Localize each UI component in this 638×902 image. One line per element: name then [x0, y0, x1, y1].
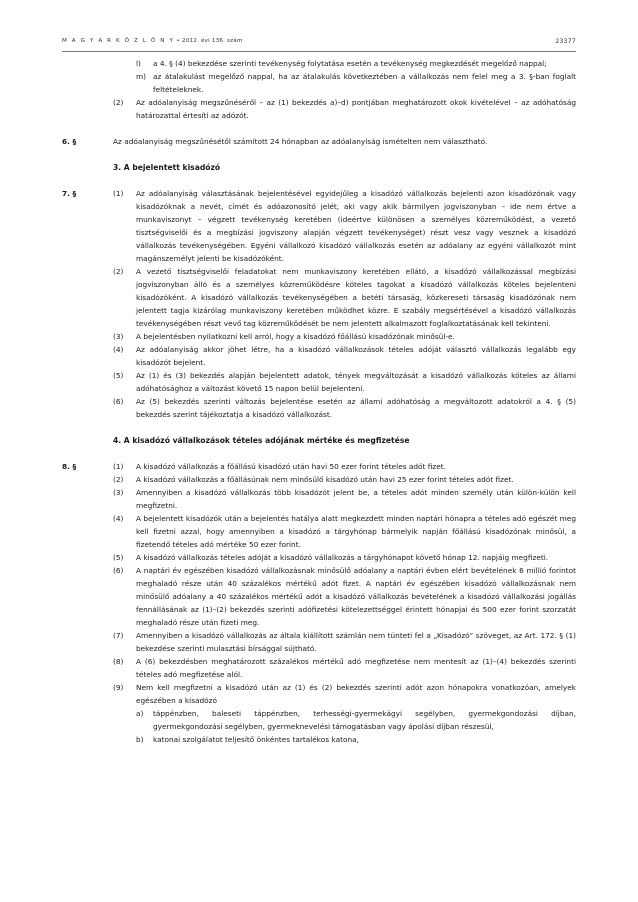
paragraph-text: A kisadózó vállalkozás a főállásúnak nem minősülő kisadózó után havi 25 ezer forint tételes adót fizet.	[136, 475, 514, 484]
paragraph-text: A (6) bekezdésben meghatározott százalékos mértékű adó megfizetése nem mentesít az (1)–(4) bekezdés szerinti tételes adó megfizetése alól.	[136, 657, 576, 679]
list-item	[136, 733, 576, 746]
paragraph-text: Az (5) bekezdés szerinti változás bejelentése esetén az állami adóhatóság a megváltozott adatokról a 4. § (5) bekezdés szerint tájékoztatja a kisadózó vállalkozást.	[136, 397, 576, 419]
header-bullet: •	[176, 38, 180, 44]
header-journal-info	[62, 38, 243, 44]
section-8-items	[136, 707, 576, 746]
section-5-paragraph-2	[113, 96, 576, 122]
paragraph	[113, 343, 576, 369]
paragraph-number: (3)	[113, 332, 124, 341]
paragraph	[113, 564, 576, 629]
document-body	[62, 57, 576, 746]
paragraph-number: (5)	[113, 371, 124, 380]
journal-name: M A G Y A R K Ö Z L Ö N Y	[62, 38, 175, 44]
paragraph-number: (4)	[113, 345, 124, 354]
section-6	[62, 135, 576, 148]
list-item	[136, 707, 576, 733]
paragraph-number: (2)	[113, 475, 124, 484]
header-divider	[62, 51, 576, 52]
paragraph-text: Az adóalanyiság akkor jöhet létre, ha a kisadózó vállalkozások tételes adóját választó vállalkozás legalább egy kisadózót bejelent.	[136, 345, 576, 367]
paragraph	[113, 395, 576, 421]
section-5-continued-items	[136, 57, 576, 96]
paragraph	[113, 655, 576, 681]
paragraph	[113, 330, 576, 343]
paragraph-number: (2)	[113, 267, 124, 276]
item-label: m)	[136, 72, 147, 81]
list-item	[136, 70, 576, 96]
paragraph-number: (2)	[113, 98, 124, 107]
section-text: Az adóalanyiság megszűnésétől számított 24 hónapban az adóalanyiság ismételten nem választható.	[113, 137, 488, 146]
paragraph-text: Nem kell megfizetni a kisadózó után az (1) és (2) bekezdés szerinti adót azon hónapokra vonatkozóan, amelyek egészében a kisadózó	[136, 683, 576, 705]
paragraph-text: Az adóalanyiság választásának bejelentésével egyidejűleg a kisadózó vállalkozás bejelenti azon kisadózónak vagy kisadózóknak a nevét, címét és adóazonosító jelét, aki vagy akik bármilyen jogviszonyban – ide nem értve a munkaviszonyt – végzett tevékenység keretében (ideértve különösen a személyes közreműködést, a vezető tisztségviselői és a megbízási jogviszony alapján végzett tevékenységet) részt vesz vagy vesznek a kisadózó vállalkozás tevékenységében. Egyéni vállalkozó kisadózó vállalkozás esetén az adóalany az egyéni vállalkozót mint magánszemélyt jelenti be kisadózóként.	[136, 189, 576, 263]
item-text: az átalakulást megelőző nappal, ha az átalakulás következtében a vállalkozás nem felel meg a 3. §-ban foglalt feltételeknek.	[153, 72, 576, 94]
paragraph	[113, 512, 576, 551]
paragraph-number: (6)	[113, 566, 124, 575]
issue-label: 2012. évi 136. szám	[181, 38, 243, 44]
paragraph-text: Az adóalanyiság megszűnéséről – az (1) bekezdés a)–d) pontjában meghatározott okok kivételével – az adóhatóság határozattal értesíti az adózót.	[136, 98, 576, 120]
paragraph	[113, 187, 576, 265]
paragraph-number: (1)	[113, 462, 124, 471]
item-label: l)	[136, 59, 141, 68]
section-7	[62, 187, 576, 421]
paragraph	[113, 681, 576, 707]
paragraph-number: (7)	[113, 631, 124, 640]
item-label: a)	[136, 709, 144, 718]
paragraph-text: Amennyiben a kisadózó vállalkozás az általa kiállított számlán nem tünteti fel a „Kisadózó” szöveget, az Art. 172. § (1) bekezdése szerinti mulasztási bírsággal sújtható.	[136, 631, 576, 653]
paragraph-number: (1)	[113, 189, 124, 198]
paragraph-number: (5)	[113, 553, 124, 562]
paragraph	[113, 473, 576, 486]
paragraph-text: Amennyiben a kisadózó vállalkozás több kisadózót jelent be, a tételes adót minden személy után külön-külön kell megfizetni.	[136, 488, 576, 510]
list-item	[136, 57, 576, 70]
item-label: b)	[136, 735, 144, 744]
subheading-4: 4. A kisadózó vállalkozások tételes adójának mértéke és megfizetése	[113, 436, 410, 445]
running-header	[62, 36, 576, 50]
paragraph	[113, 265, 576, 330]
section-number: 7. §	[62, 189, 77, 198]
paragraph	[113, 551, 576, 564]
paragraph	[113, 629, 576, 655]
section-8	[62, 460, 576, 746]
paragraph-number: (3)	[113, 488, 124, 497]
paragraph-text: A bejelentett kisadózók után a bejelentés hatálya alatt megkezdett minden naptári hónapra a tételes adó egészét meg kell fizetni azzal, hogy amennyiben a kisadózó a tárgyhónap bármelyik napján főállású kisadózónak minősül, a fizetendő tételes adó mértéke 50 ezer forint.	[136, 514, 576, 549]
paragraph-text: A vezető tisztségviselői feladatokat nem munkaviszony keretében ellátó, a kisadózó vállalkozással megbízási jogviszonyban álló és a személyes közreműködésre köteles tagokat a kisadózó vállalkozás köteles bejelenteni kisadózóként. A kisadózó vállalkozás tevékenységében a betéti társaság, közkereseti társaság kisadózónak nem jelentett tagja kizárólag munkaviszony keretében működhet közre. E szabály megsértésével a kisadózó vállalkozás tevékenységében részt vevő tag közreműködését be nem jelentett alkalmazott foglalkoztatásának kell tekinteni.	[136, 267, 576, 328]
paragraph-number: (4)	[113, 514, 124, 523]
item-text: táppénzben, baleseti táppénzben, terhességi-gyermekágyi segélyben, gyermekgondozási díjban, gyermekgondozási segélyben, gyermeknevelési támogatásban vagy ápolási díjban részesül,	[153, 709, 576, 731]
paragraph	[113, 486, 576, 512]
paragraph-number: (8)	[113, 657, 124, 666]
paragraph-text: A kisadózó vállalkozás tételes adóját a kisadózó vállalkozás a tárgyhónapot követő hónap 12. napjáig megfizeti.	[136, 553, 549, 562]
subheading-3: 3. A bejelentett kisadózó	[113, 163, 221, 172]
paragraph-number: (6)	[113, 397, 124, 406]
paragraph-text: A naptári év egészében kisadózó vállalkozásnak minősülő adóalany a naptári évben elért bevételének 6 millió forintot meghaladó része után 40 százalékos mértékű adót fizet. A naptári év egészében kisadózó vállalkozásnak nem minősülő adóalany a 40 százalékos mértékű adót a kisadózó vállalkozás bevételének a kisadózó vállalkozási jogállás fennállásának az (1)–(2) bekezdés szerinti adófizetési kötelezettséggel érintett hónapjai és 500 ezer forint szorzatát meghaladó része után fizeti meg.	[136, 566, 576, 627]
paragraph-text: A kisadózó vállalkozás a főállású kisadózó után havi 50 ezer forint tételes adót fizet.	[136, 462, 446, 471]
paragraph	[113, 460, 576, 473]
section-number: 8. §	[62, 462, 77, 471]
paragraph-text: A bejelentésben nyilatkozni kell arról, hogy a kisadózó főállású kisadózónak minősül-e.	[136, 332, 455, 341]
paragraph	[113, 369, 576, 395]
paragraph-number: (9)	[113, 683, 124, 692]
paragraph-text: Az (1) és (3) bekezdés alapján bejelentett adatok, tények megváltozását a kisadózó vállalkozás köteles az állami adóhatósághoz a változást követő 15 napon belül bejelenteni.	[136, 371, 576, 393]
page-number: 23377	[555, 38, 576, 45]
item-text: katonai szolgálatot teljesítő önkéntes tartalékos katona,	[153, 735, 359, 744]
item-text: a 4. § (4) bekezdése szerinti tevékenység folytatása esetén a tevékenység megkezdését megelőző nappal;	[153, 59, 547, 68]
section-number: 6. §	[62, 137, 77, 146]
